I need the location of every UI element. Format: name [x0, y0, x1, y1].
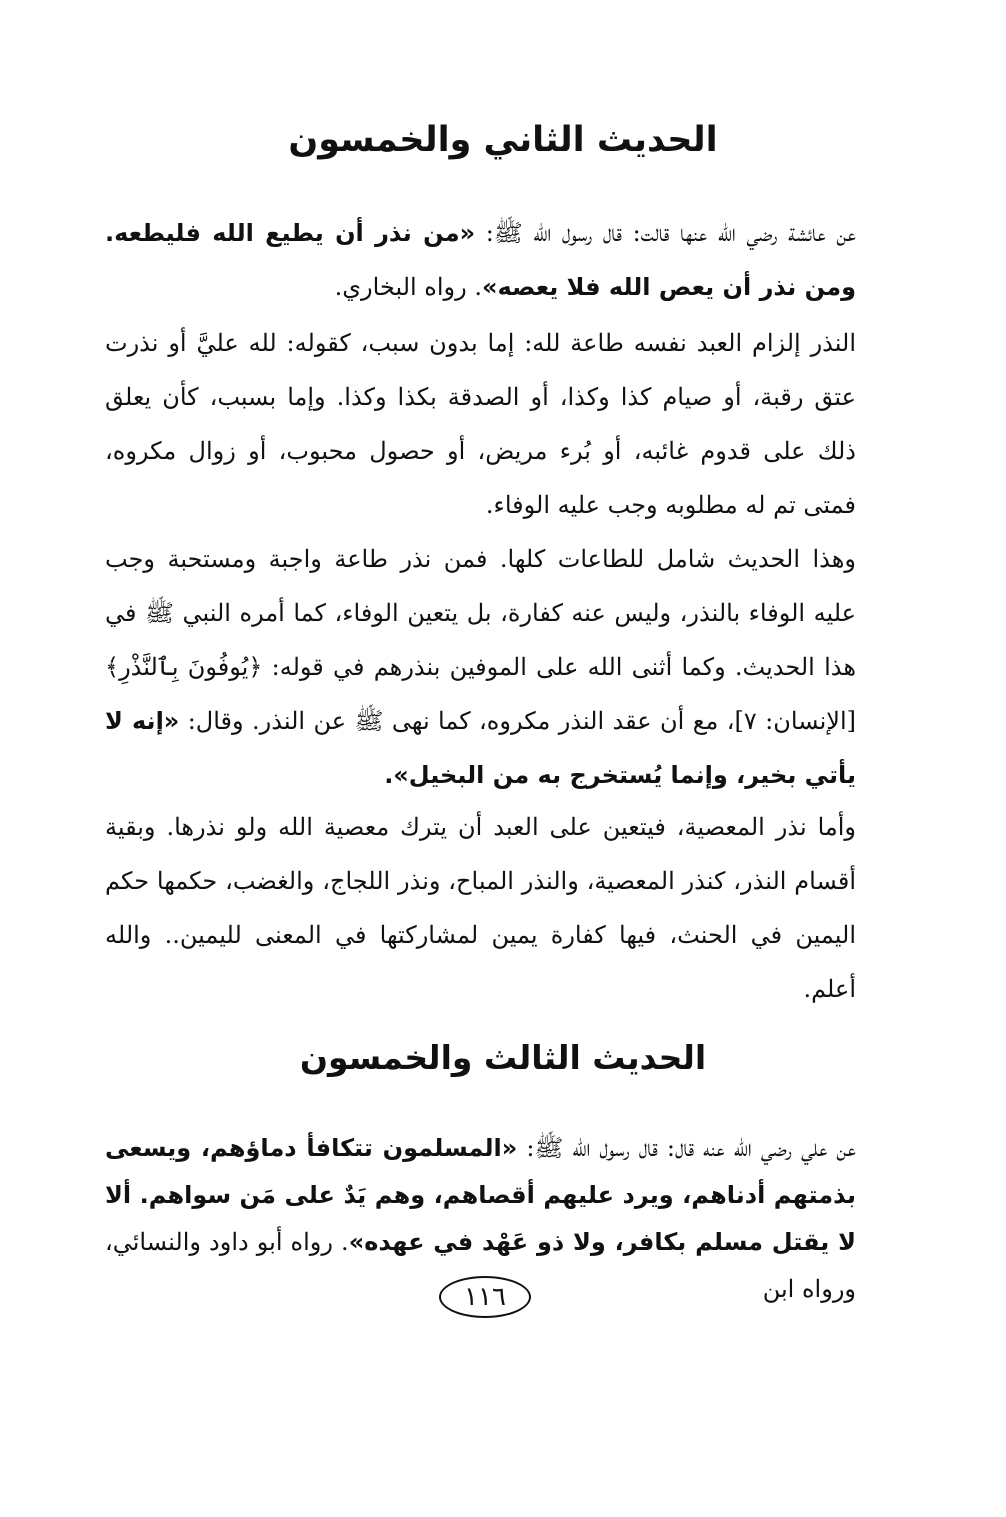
hadith-52-source: . رواه البخاري.: [334, 273, 482, 301]
hadith-52-quote: «من نذر أن يطيع الله فليطعه. ومن نذر أن يعص الله فلا يعصه»: [105, 219, 856, 301]
commentary-paragraph-2-text: وهذا الحديث شامل للطاعات كلها. فمن نذر طاعة واجبة ومستحبة وجب عليه الوفاء بالنذر، وليس عنه كفارة، بل يتعين الوفاء، كما أمره النبي ﷺ في هذا الحديث. وكما أثنى الله على الموفين بنذرهم في قوله: ﴿يُوفُونَ بِٱلنَّذْرِ﴾ [الإنسان: ٧]، مع أن عقد النذر مكروه، كما نهى ﷺ عن النذر. وقال:: [105, 545, 857, 735]
hadith-53-narration: عن علي رضي الله عنه قال: قال رسول الله ﷺ:: [517, 1134, 856, 1162]
hadith-52-heading: الحديث الثاني والخمسون: [288, 120, 718, 160]
hadith-53-heading: الحديث الثالث والخمسون: [299, 1038, 707, 1077]
commentary-paragraph-3: وأما نذر المعصية، فيتعين على العبد أن يترك معصية الله ولو نذرها. وبقية أقسام النذر، كنذر المعصية، والنذر المباح، ونذر اللجاج، والغضب، حكمها حكم اليمين في الحنث، فيها كفارة يمين لمشاركتها في المعنى لليمين.. والله أعلم.: [105, 813, 856, 1003]
page-number: ١١٦: [439, 1276, 531, 1318]
hadith-53-source: . رواه أبو داود والنسائي، ورواه ابن: [105, 1228, 856, 1303]
commentary-paragraph-2-quote: «إنه لا يأتي بخير، وإنما يُستخرج به من البخيل».: [105, 707, 856, 789]
hadith-52-text: [105, 206, 856, 314]
commentary-paragraph-2: [105, 532, 856, 802]
commentary-paragraph-1: النذر إلزام العبد نفسه طاعة لله: إما بدون سبب، كقوله: لله عليَّ أو نذرت عتق رقبة، أو صيام كذا وكذا، أو الصدقة بكذا وكذا. وإما بسبب، كأن يعلق ذلك على قدوم غائبه، أو بُرء مريض، أو حصول محبوب، أو زوال مكروه، فمتى تم له مطلوبه وجب عليه الوفاء.: [105, 329, 856, 519]
hadith-52-narration: عن عائشة رضي الله عنها قالت: قال رسول الله ﷺ:: [475, 219, 856, 247]
hadith-53-quote: «المسلمون تتكافأ دماؤهم، ويسعى بذمتهم أدناهم، ويرد عليهم أقصاهم، وهم يَدٌ على مَن سواهم. ألا لا يقتل مسلم بكافر، ولا ذو عَهْد في عهده»: [105, 1134, 856, 1256]
